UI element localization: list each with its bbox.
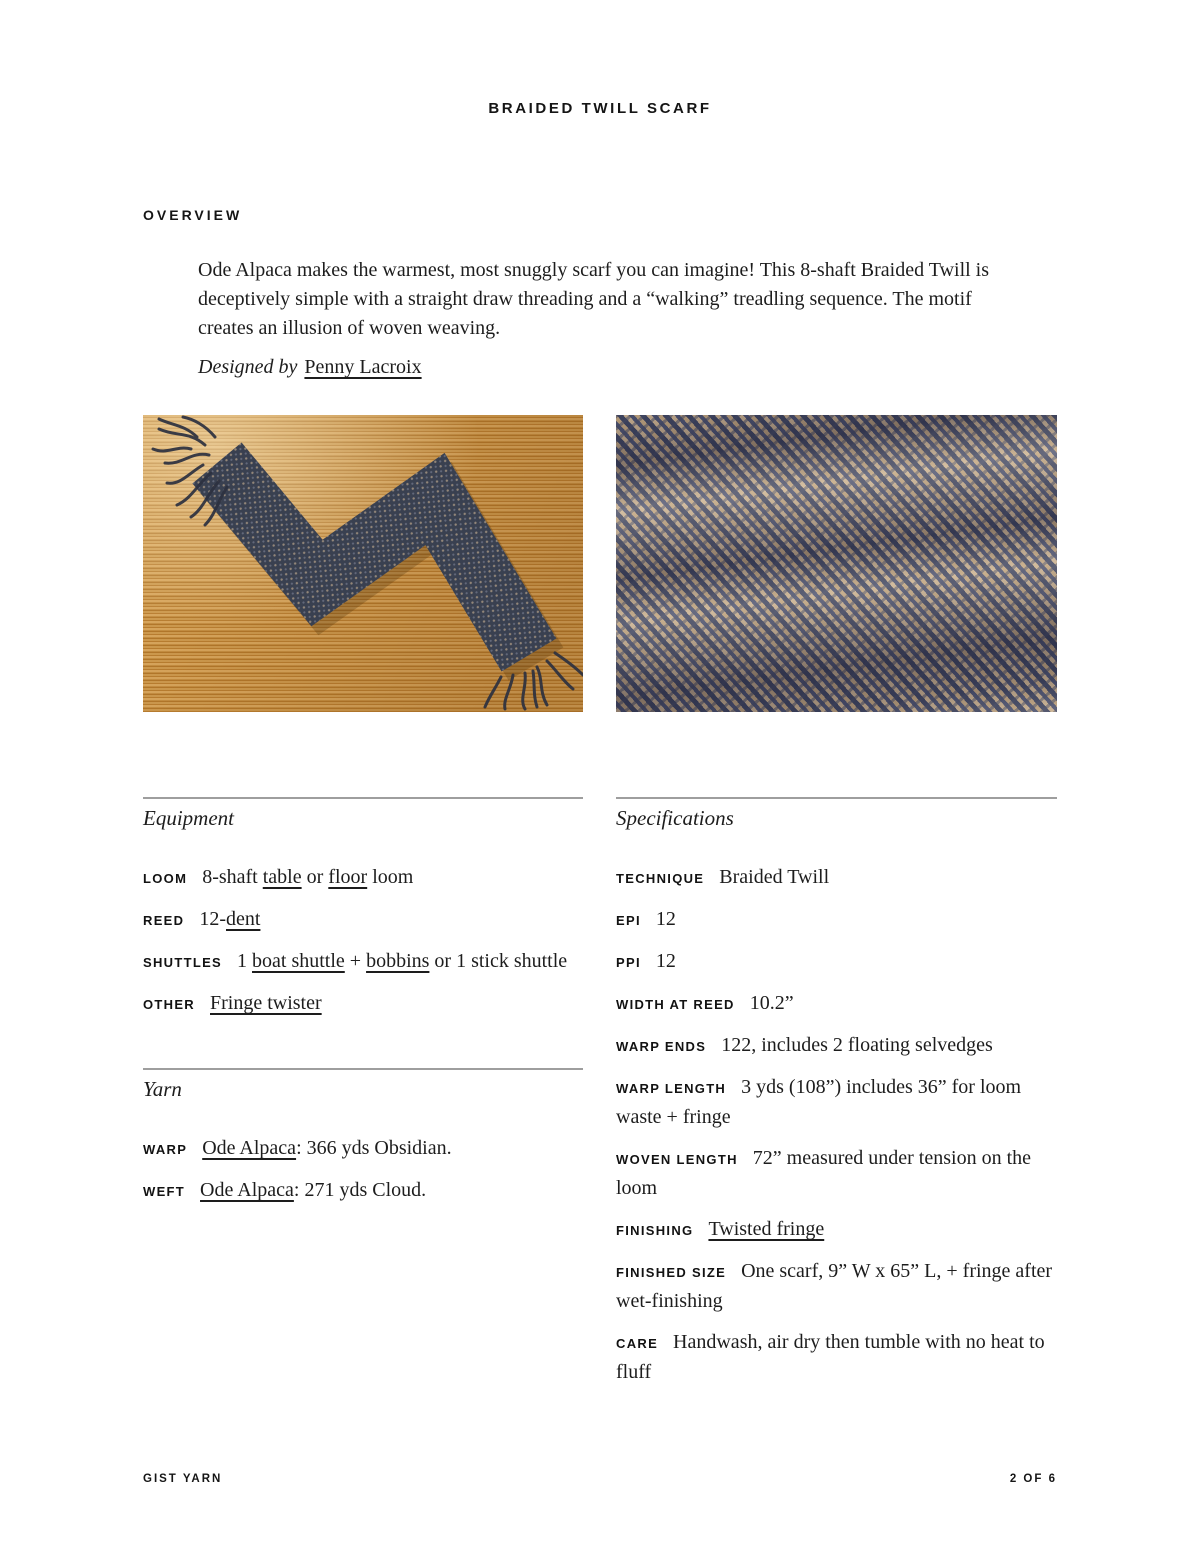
row-label: WOVEN LENGTH	[616, 1152, 738, 1167]
value-text: 3 yds (108”) includes 36” for loom waste + fringe	[616, 1076, 1022, 1128]
designed-by-prefix: Designed by	[198, 356, 298, 378]
inline-link[interactable]: table	[262, 866, 302, 888]
row-value	[656, 950, 676, 972]
row-label: FINISHED SIZE	[616, 1265, 727, 1280]
scarf-ribbon	[217, 463, 529, 655]
overview-paragraph: Ode Alpaca makes the warmest, most snuggly scarf you can imagine! This 8-shaft Braided Twill is deceptively simple with a straight draw threading and a “walking” treadling sequence. The motif creates an illusion of woven weaving.	[198, 259, 990, 339]
inline-link[interactable]: Ode Alpaca	[202, 1137, 297, 1159]
row-label: PPI	[616, 955, 641, 970]
weave-closeup-photo	[616, 415, 1057, 712]
photo-row	[143, 415, 1057, 712]
scarf-illustration	[143, 415, 583, 712]
inline-link[interactable]: dent	[226, 908, 261, 930]
specifications-heading: Specifications	[616, 806, 734, 830]
page-title: BRAIDED TWILL SCARF	[488, 100, 712, 117]
spec-row-warp-length	[616, 1073, 1057, 1132]
inline-link[interactable]: boat shuttle	[252, 950, 345, 972]
value-text: One scarf, 9” W x 65” L, + fringe after wet-finishing	[616, 1260, 1053, 1312]
page-footer	[143, 1473, 1057, 1485]
footer-brand: GIST YARN	[143, 1473, 223, 1485]
spec-row-warp-ends	[616, 1031, 1057, 1061]
value-text: +	[344, 950, 367, 972]
row-label: REED	[143, 913, 185, 928]
row-value	[237, 950, 567, 972]
equipment-heading: Equipment	[143, 806, 234, 830]
row-label: WARP LENGTH	[616, 1081, 727, 1096]
row-label: SHUTTLES	[143, 955, 223, 970]
value-text: or	[301, 866, 329, 888]
row-value	[202, 1137, 451, 1159]
scarf-photo	[143, 415, 583, 712]
value-text: : 366 yds Obsidian.	[296, 1137, 452, 1159]
value-text: 12	[655, 950, 676, 972]
equipment-divider	[143, 797, 583, 799]
spec-row-finished-size	[616, 1257, 1057, 1316]
spec-row-woven-length	[616, 1144, 1057, 1203]
row-label: LOOM	[143, 871, 188, 886]
row-value	[200, 1179, 426, 1201]
inline-link[interactable]: floor	[328, 866, 368, 888]
equipment-row-other	[143, 989, 583, 1019]
row-label: WARP	[143, 1142, 188, 1157]
yarn-row-warp	[143, 1134, 583, 1164]
row-label: WEFT	[143, 1184, 186, 1199]
row-value	[656, 908, 676, 930]
value-text: Braided Twill	[719, 866, 830, 888]
row-label: TECHNIQUE	[616, 871, 705, 886]
row-label: WARP ENDS	[616, 1039, 707, 1054]
yarn-divider	[143, 1068, 583, 1070]
spec-row-finishing	[616, 1215, 1057, 1245]
row-label: OTHER	[143, 997, 195, 1012]
spec-row-epi	[616, 905, 1057, 935]
value-text: : 271 yds Cloud.	[293, 1179, 427, 1201]
value-text: 1	[237, 950, 253, 972]
value-text: 8-shaft	[202, 866, 263, 888]
value-text: 72” measured under tension on the loom	[616, 1147, 1032, 1199]
spec-row-width-at-reed	[616, 989, 1057, 1019]
designer-link[interactable]: Penny Lacroix	[304, 356, 422, 378]
specifications-column	[616, 797, 1057, 1399]
specifications-divider	[616, 797, 1057, 799]
row-value	[199, 908, 260, 930]
spec-row-technique	[616, 863, 1057, 893]
value-text: or 1 stick shuttle	[429, 950, 568, 972]
row-label: CARE	[616, 1336, 659, 1351]
value-text: 12-	[199, 908, 226, 930]
row-label: EPI	[616, 913, 641, 928]
value-text: 12	[655, 908, 676, 930]
inline-link[interactable]: bobbins	[366, 950, 430, 972]
row-value	[616, 1331, 1045, 1383]
row-label: WIDTH AT REED	[616, 997, 735, 1012]
overview-heading: OVERVIEW	[143, 207, 243, 223]
row-value	[750, 992, 794, 1014]
inline-link[interactable]: Fringe twister	[210, 992, 322, 1014]
footer-page-number: 2 OF 6	[1009, 1473, 1057, 1485]
spec-row-ppi	[616, 947, 1057, 977]
yarn-row-weft	[143, 1176, 583, 1206]
row-label: FINISHING	[616, 1223, 694, 1238]
spec-row-care	[616, 1328, 1057, 1387]
row-value	[721, 1034, 993, 1056]
value-text: Handwash, air dry then tumble with no heat to fluff	[616, 1331, 1045, 1383]
row-value	[210, 992, 322, 1014]
equipment-row-shuttles	[143, 947, 583, 977]
value-text: 10.2”	[749, 992, 794, 1014]
inline-link[interactable]: Twisted fringe	[708, 1218, 825, 1240]
row-value	[202, 866, 413, 888]
row-value	[708, 1218, 824, 1240]
equipment-row-loom	[143, 863, 583, 893]
value-text: 122, includes 2 floating selvedges	[721, 1034, 993, 1056]
left-column	[143, 797, 583, 1218]
yarn-heading: Yarn	[143, 1077, 182, 1101]
equipment-row-reed	[143, 905, 583, 935]
value-text: loom	[367, 866, 414, 888]
inline-link[interactable]: Ode Alpaca	[200, 1179, 294, 1201]
row-value	[719, 866, 829, 888]
designed-by-line	[198, 356, 422, 379]
